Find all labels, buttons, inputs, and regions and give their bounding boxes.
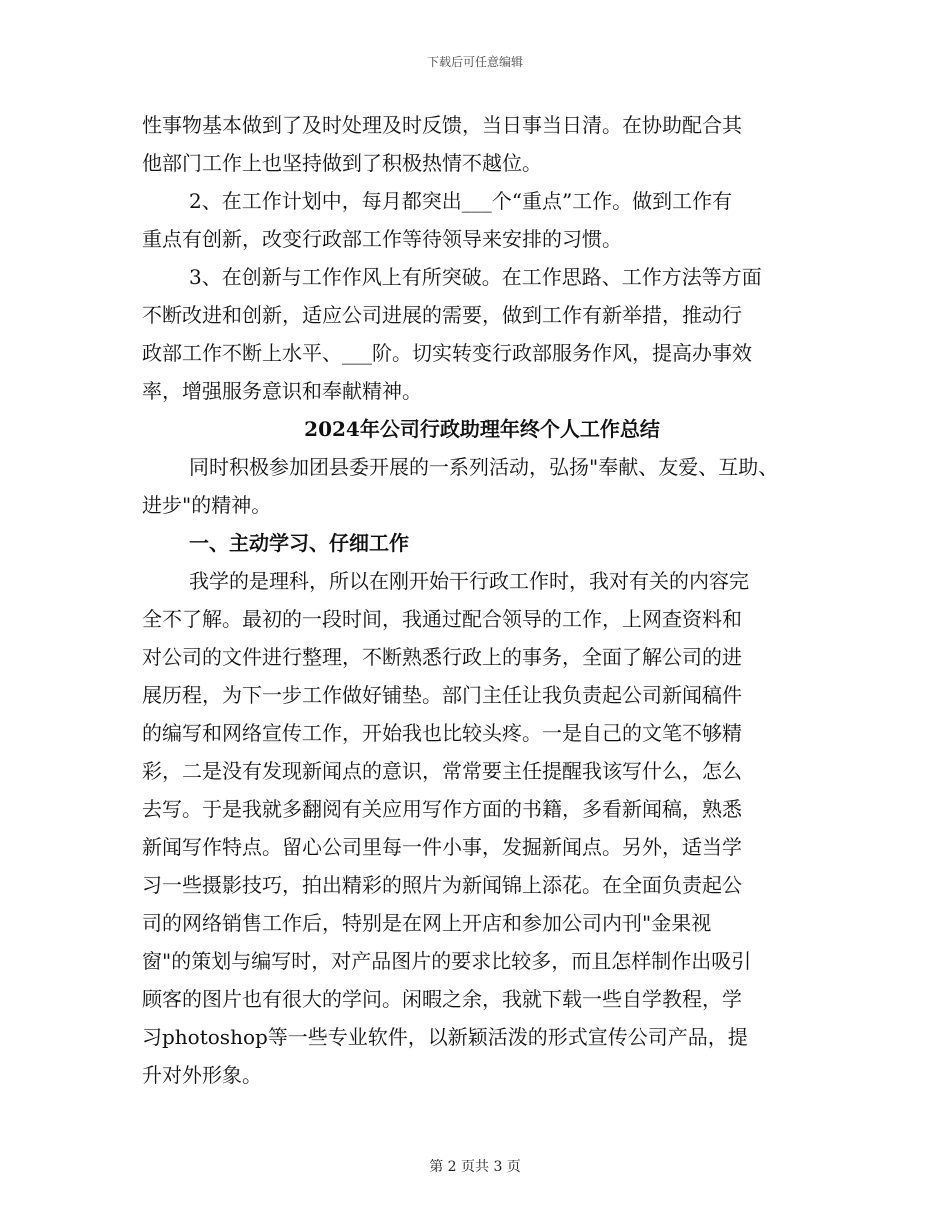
paragraph-line: 全不了解。最初的一段时间，我通过配合领导的工作，上网查资料和 [142,607,742,631]
paragraph-line: 率，增强服务意识和奉献精神。 [142,379,422,403]
paragraph-line: 对公司的文件进行整理，不断熟悉行政上的事务，全面了解公司的进 [142,645,742,669]
paragraph-line: 司的网络销售工作后，特别是在网上开店和参加公司内刊"金果视 [142,911,712,935]
section-heading: 一、主动学习、仔细工作 [189,531,409,555]
paragraph-line: 去写。于是我就多翻阅有关应用写作方面的书籍，多看新闻稿，熟悉 [142,797,742,821]
section-title: 2024年公司行政助理年终个人工作总结 [304,417,660,441]
paragraph-line: 窗"的策划与编写时，对产品图片的要求比较多，而且怎样制作出吸引 [142,949,752,973]
page-footer: 第 2 页共 3 页 [429,1159,521,1175]
paragraph-line: 同时积极参加团县委开展的一系列活动，弘扬"奉献、友爱、互助、 [189,455,779,479]
paragraph-line: 重点有创新，改变行政部工作等待领导来安排的习惯。 [142,227,622,251]
paragraph-line: 习photoshop等一些专业软件，以新颖活泼的形式宣传公司产品，提 [142,1025,748,1049]
paragraph-line: 新闻写作特点。留心公司里每一件小事，发掘新闻点。另外，适当学 [142,835,742,859]
paragraph-line: 进步"的精神。 [142,493,272,517]
paragraph-line: 彩，二是没有发现新闻点的意识，常常要主任提醒我该写什么，怎么 [142,759,742,783]
paragraph-line: 不断改进和创新，适应公司进展的需要，做到工作有新举措，推动行 [142,303,742,327]
paragraph-line: 的编写和网络宣传工作，开始我也比较头疼。一是自己的文笔不够精 [142,721,742,745]
paragraph-line: 展历程，为下一步工作做好铺垫。部门主任让我负责起公司新闻稿件 [142,683,742,707]
paragraph-line: 3、在创新与工作作风上有所突破。在工作思路、工作方法等方面 [189,265,762,289]
page-header: 下载后可任意编辑 [426,55,523,69]
document-body [142,106,822,1094]
paragraph-line: 政部工作不断上水平、___阶。切实转变行政部服务作风，提高办事效 [142,341,752,365]
paragraph-line: 性事物基本做到了及时处理及时反馈，当日事当日清。在协助配合其 [142,113,742,137]
paragraph-line: 2、在工作计划中，每月都突出___个“重点”工作。做到工作有 [189,189,733,213]
paragraph-line: 升对外形象。 [142,1063,262,1087]
paragraph-line: 习一些摄影技巧，拍出精彩的照片为新闻锦上添花。在全面负责起公 [142,873,742,897]
paragraph-line: 他部门工作上也坚持做到了积极热情不越位。 [142,151,542,175]
paragraph-line: 我学的是理科，所以在刚开始干行政工作时，我对有关的内容完 [189,569,749,593]
paragraph-line: 顾客的图片也有很大的学问。闲暇之余，我就下载一些自学教程，学 [142,987,742,1011]
